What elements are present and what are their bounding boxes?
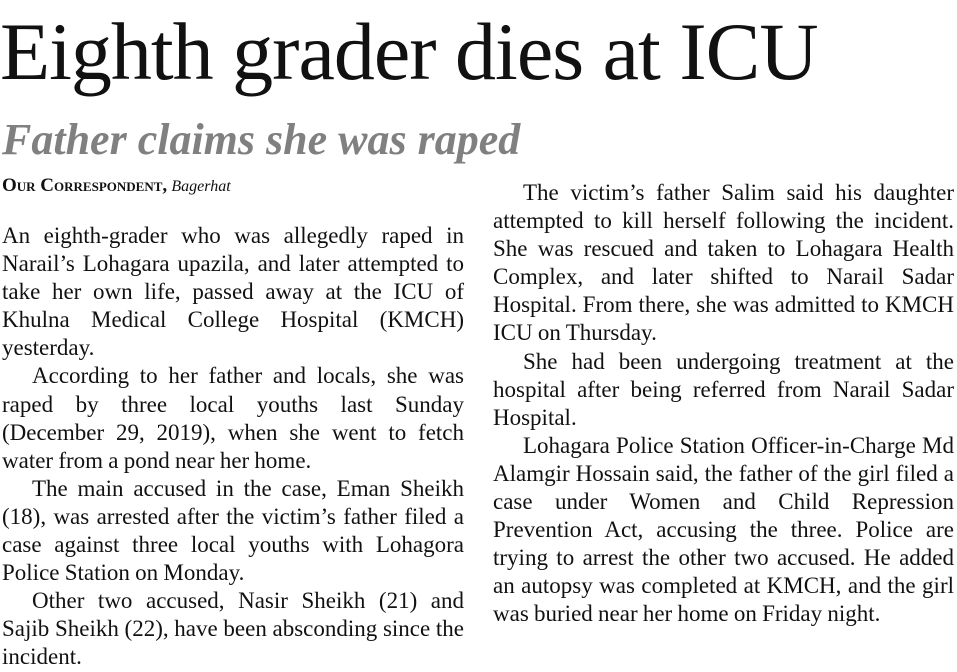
- body-paragraph: Other two accused, Nasir Sheikh (21) and Sajib Sheikh (22), have been absconding since the incident.: [2, 588, 464, 670]
- body-paragraph: She had been undergoing treatment at the hospital after being referred from Narail Sadar Hospital.: [493, 348, 954, 430]
- body-paragraph: An eighth-grader who was allegedly raped in Narail’s Lohagara upazila, and later attempted to take her own life, passed away at the ICU of Khulna Medical College Hospital (KMCH) yesterday.: [2, 223, 464, 361]
- byline: [2, 176, 231, 197]
- body-paragraph: The victim’s father Salim said his daughter attempted to kill herself following the incident. She was rescued and taken to Lohagara Health Complex, and later shifted to Narail Sadar Hospital. From there, she was admitted to KMCH ICU on Thursday.: [493, 180, 954, 346]
- article-column-left: [2, 222, 464, 672]
- article-column-right: [493, 179, 954, 629]
- body-paragraph: Lohagara Police Station Officer-in-Charge Md Alamgir Hossain said, the father of the girl filed a case under Women and Child Repression Prevention Act, accusing the three. Police are trying to arrest the other two accused. He added an autopsy was completed at KMCH, and the girl was buried near her home on Friday night.: [493, 432, 954, 627]
- byline-author: Our Correspondent,: [2, 175, 168, 196]
- subheadline: Father claims she was raped: [2, 115, 521, 164]
- body-paragraph: The main accused in the case, Eman Sheikh (18), was arrested after the victim’s father filed a case against three local youths with Lohagora Police Station on Monday.: [2, 475, 464, 586]
- byline-location: Bagerhat: [171, 178, 231, 195]
- body-paragraph: According to her father and locals, she was raped by three local youths last Sunday (December 29, 2019), when she went to fetch water from a pond near her home.: [2, 363, 464, 473]
- headline: Eighth grader dies at ICU: [0, 6, 818, 97]
